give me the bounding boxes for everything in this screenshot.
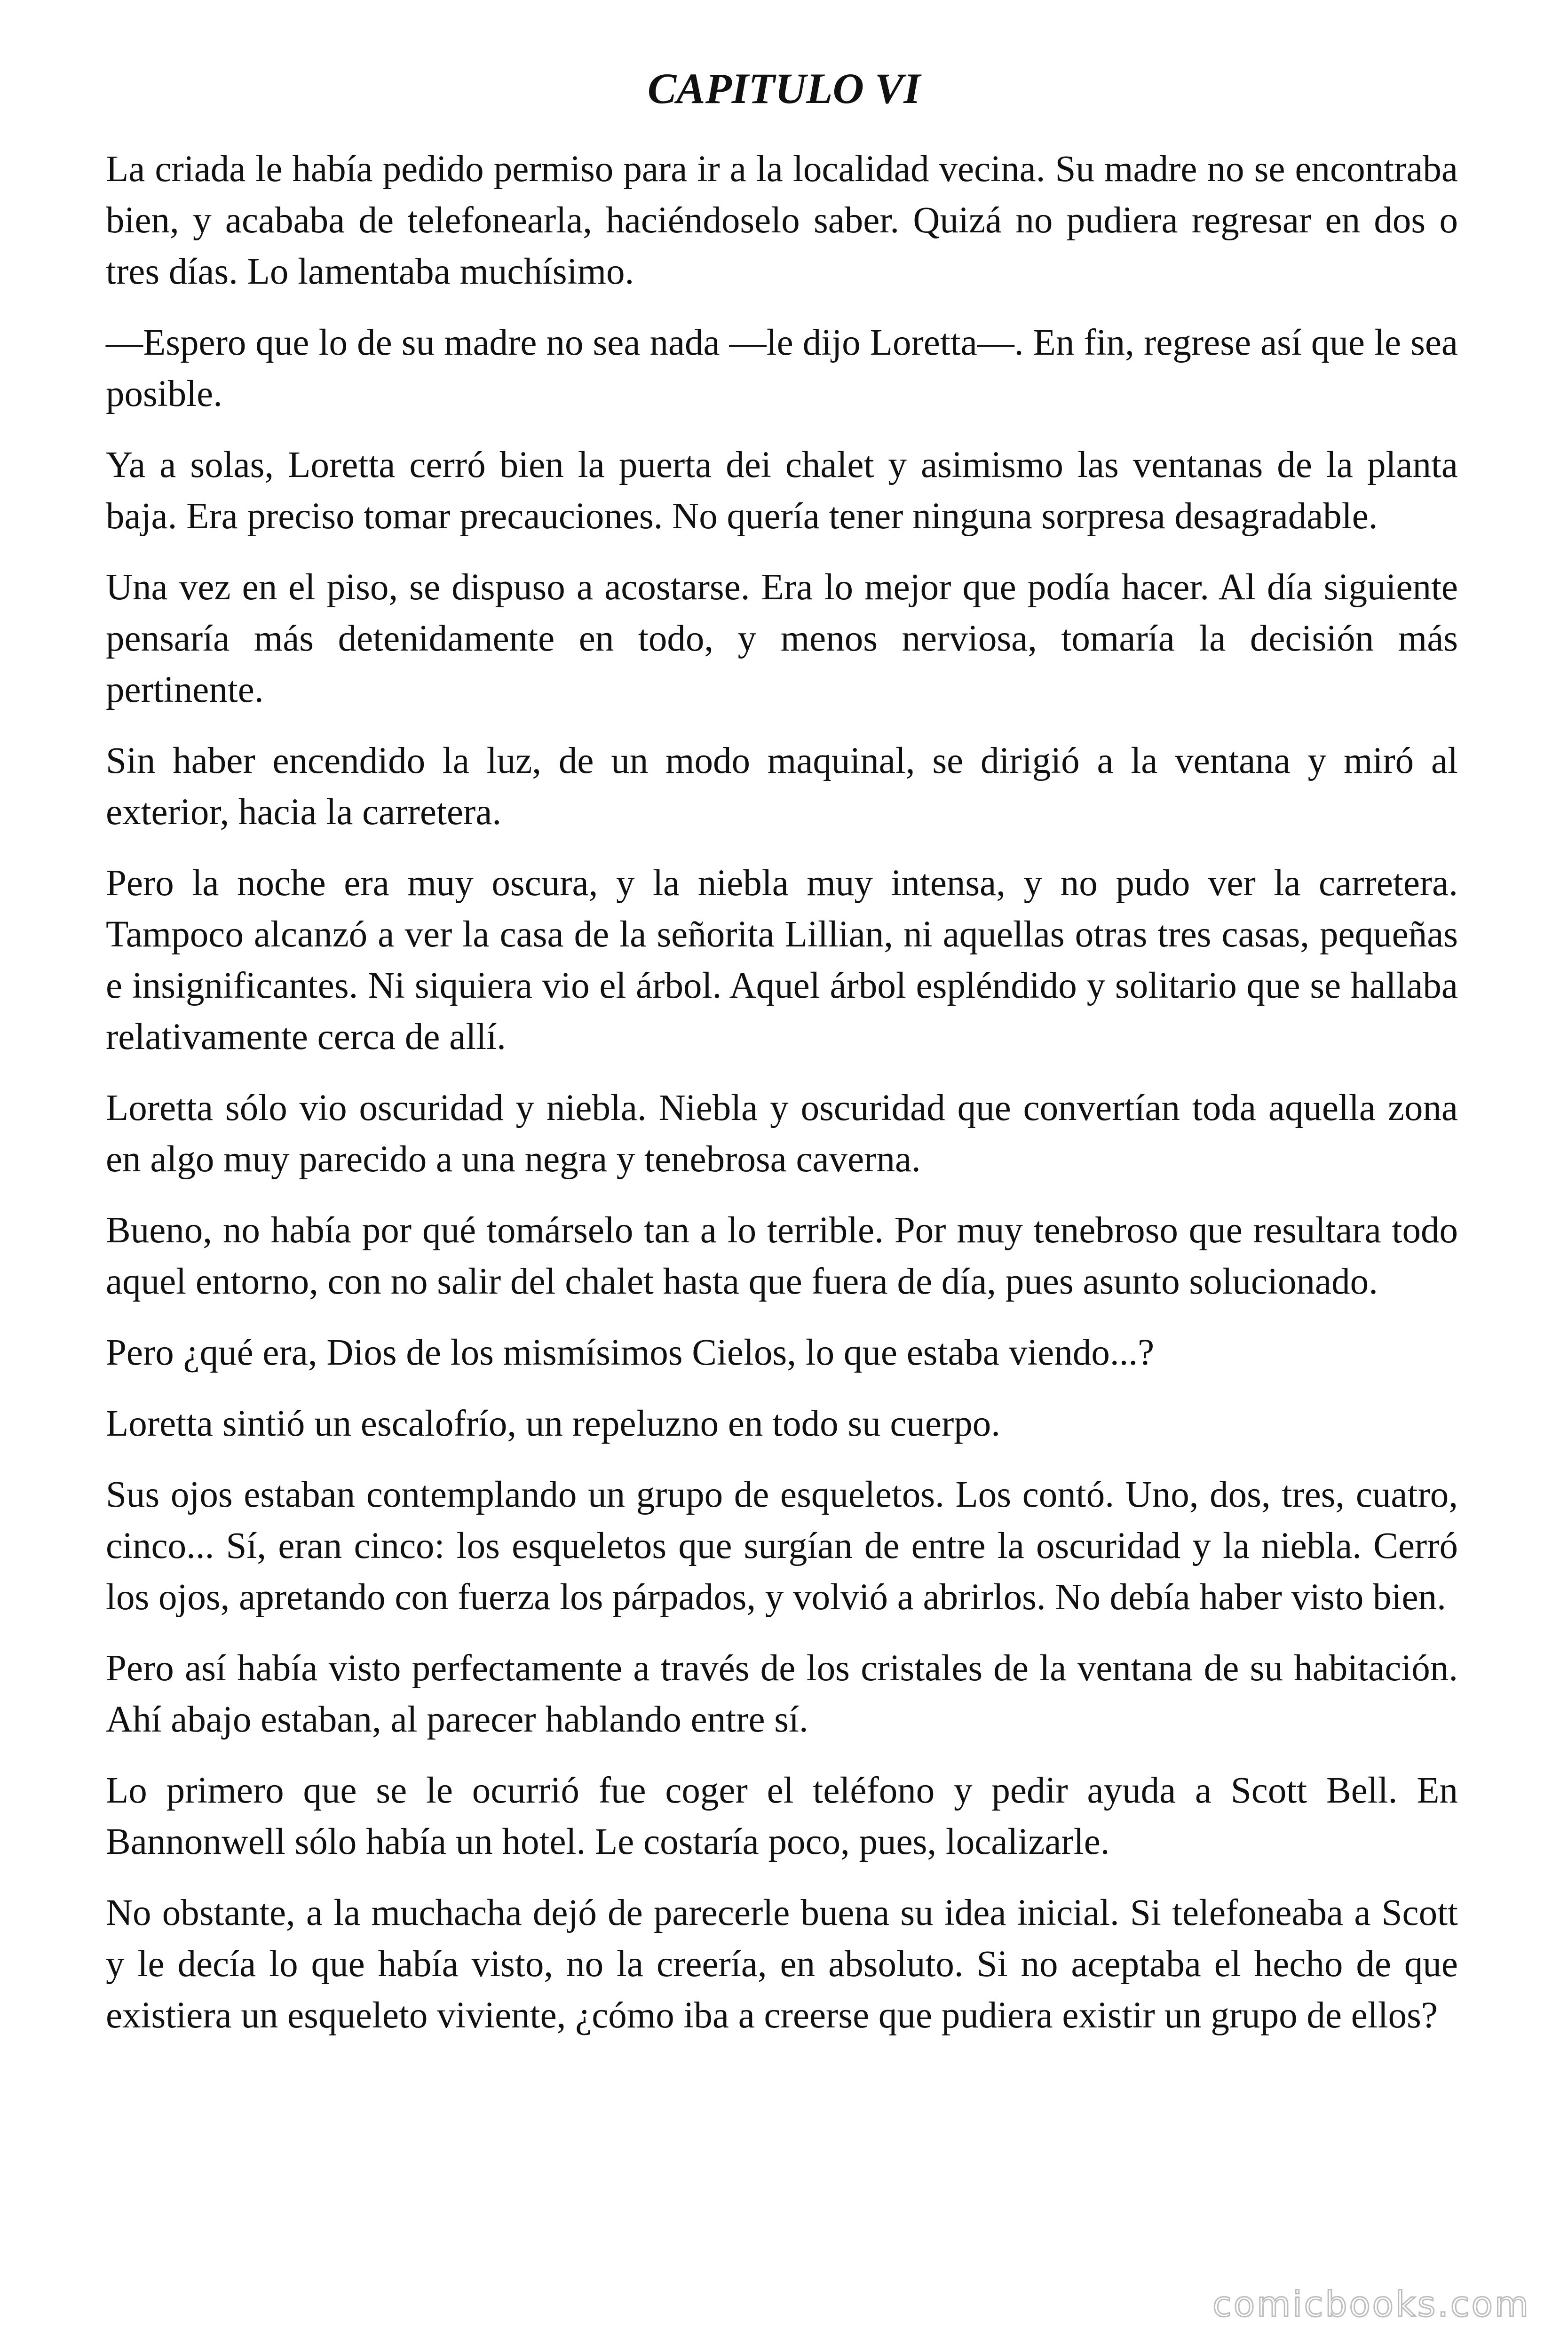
paragraph: Loretta sólo vio oscuridad y niebla. Niebla y oscuridad que convertían toda aquella zona en algo muy parecido a una negra y tenebrosa caverna.: [106, 1088, 1458, 1180]
paragraph: Pero así había visto perfectamente a través de los cristales de la ventana de su habitación. Ahí abajo estaban, al parecer hablando entre sí.: [106, 1648, 1458, 1740]
paragraph: Sus ojos estaban contemplando un grupo de esqueletos. Los contó. Uno, dos, tres, cuatro, cinco... Sí, eran cinco: los esqueletos que surgían de entre la oscuridad y la niebla. Cerró los ojos, apretando con fuerza los párpados, y volvió a abrirlos. No debía haber visto bien.: [106, 1474, 1458, 1618]
paragraph: No obstante, a la muchacha dejó de parecerle buena su idea inicial. Si telefoneaba a Scott y le decía lo que había visto, no la creería, en absoluto. Si no aceptaba el hecho de que existiera un esqueleto viviente, ¿cómo iba a creerse que pudiera existir un grupo de ellos?: [106, 1892, 1458, 2036]
chapter-title: CAPITULO VI: [647, 64, 921, 112]
paragraph: Pero la noche era muy oscura, y la niebla muy intensa, y no pudo ver la carretera. Tampoco alcanzó a ver la casa de la señorita Lillian, ni aquellas otras tres casas, pequeñas e insignificantes. Ni siquiera vio el árbol. Aquel árbol espléndido y solitario que se hallaba relativamente cerca de allí.: [106, 863, 1458, 1057]
paragraph: Bueno, no había por qué tomárselo tan a lo terrible. Por muy tenebroso que resultara todo aquel entorno, con no salir del chalet hasta que fuera de día, pues asunto solucionado.: [106, 1210, 1458, 1302]
paragraph: Loretta sintió un escalofrío, un repeluzno en todo su cuerpo.: [106, 1403, 1001, 1444]
paragraph: —Espero que lo de su madre no sea nada —le dijo Loretta—. En fin, regrese así que le sea posible.: [106, 322, 1458, 414]
watermark: comicbooks.com: [1212, 2284, 1530, 2325]
paragraph: Sin haber encendido la luz, de un modo maquinal, se dirigió a la ventana y miró al exterior, hacia la carretera.: [106, 740, 1458, 833]
chapter-body: [106, 143, 1458, 2061]
paragraph: Ya a solas, Loretta cerró bien la puerta dei chalet y asimismo las ventanas de la planta baja. Era preciso tomar precauciones. No quería tener ninguna sorpresa desagradable.: [106, 445, 1458, 537]
paragraph: Una vez en el piso, se dispuso a acostarse. Era lo mejor que podía hacer. Al día siguiente pensaría más detenidamente en todo, y menos nerviosa, tomaría la decisión más pertinente.: [106, 567, 1458, 710]
paragraph: Lo primero que se le ocurrió fue coger el teléfono y pedir ayuda a Scott Bell. En Bannonwell sólo había un hotel. Le costaría poco, pues, localizarle.: [106, 1770, 1458, 1862]
paragraph: La criada le había pedido permiso para ir a la localidad vecina. Su madre no se encontraba bien, y acababa de telefonearla, haciéndoselo saber. Quizá no pudiera regresar en dos o tres días. Lo lamentaba muchísimo.: [106, 149, 1458, 292]
paragraph: Pero ¿qué era, Dios de los mismísimos Cielos, lo que estaba viendo...?: [106, 1332, 1155, 1373]
